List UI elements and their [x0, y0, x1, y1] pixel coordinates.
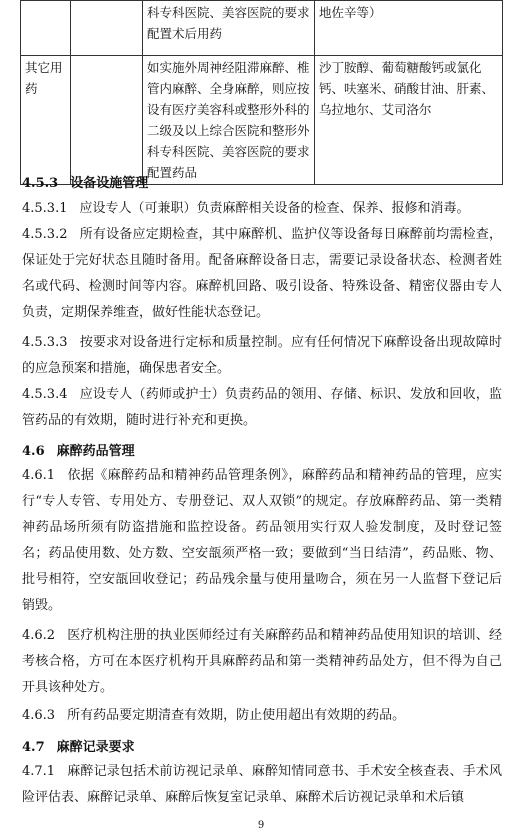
table-cell: 沙丁胺醇、葡萄糖酸钙或氯化钙、呋塞米、硝酸甘油、肝素、乌拉地尔、艾司洛尔 — [315, 56, 503, 185]
paragraph-4-6-3: 4.6.3 所有药品要定期清查有效期，防止使用超出有效期的药品。 — [22, 708, 406, 723]
page-number: 9 — [257, 820, 265, 831]
table-cell: 科专科医院、美容医院的要求配置术后用药 — [143, 1, 315, 56]
table-row — [21, 1, 503, 56]
paragraph-4-6-2: 4.6.2 医疗机构注册的执业医师经过有关麻醉药品和精神药品使用知识的培训、经考核合格，方可在本医疗机构开具麻醉药品和第一类精神药品处方，但不得为自己开具该种处方。 — [22, 628, 502, 695]
table-cell: 其它用药 — [21, 56, 71, 185]
table-cell — [71, 1, 143, 56]
table-cell: 如实施外周神经阻滞麻醉、椎管内麻醉、全身麻醉，则应按设有医疗美容科或整形外科的二级及以上综合医院和整形外科专科医院、美容医院的要求配置药品 — [143, 56, 315, 185]
section-heading-4-5-3: 4.5.3 设备设施管理 — [22, 176, 149, 191]
table-cell — [21, 1, 71, 56]
paragraph-4-7-1: 4.7.1 麻醉记录包括术前访视记录单、麻醉知情同意书、手术安全核查表、手术风险评估表、麻醉记录单、麻醉后恢复室记录单、麻醉术后访视记录单和术后镇 — [22, 764, 502, 805]
section-heading-4-7: 4.7 麻醉记录要求 — [22, 740, 135, 755]
table-row — [21, 56, 503, 185]
table-cell — [71, 56, 143, 185]
table-cell: 地佐辛等） — [315, 1, 503, 56]
paragraph-4-5-3-2: 4.5.3.2 所有设备应定期检查，其中麻醉机、监护仪等设备每日麻醉前均需检查，保证处于完好状态且随时备用。配备麻醉设备日志，需要记录设备状态、检测者姓名或代码、检测时间等内容。麻醉机回路、吸引设备、特殊设备、精密仪器由专人负责，定期保养维查，做好性能状态登记。 — [22, 227, 502, 320]
paragraph-4-5-3-4: 4.5.3.4 应设专人（药师或护士）负责药品的领用、存储、标识、发放和回收，监管药品的有效期，随时进行补充和更换。 — [22, 387, 502, 428]
section-heading-4-6: 4.6 麻醉药品管理 — [22, 444, 135, 459]
paragraph-4-6-1: 4.6.1 依据《麻醉药品和精神药品管理条例》，麻醉药品和精神药品的管理，应实行“专人专管、专用处方、专册登记、双人双锁”的规定。存放麻醉药品、第一类精神药品场所须有防盗措施和监控设备。药品领用实行双人验发制度，及时登记签名；药品使用数、处方数、空安瓿须严格一致；要做到“当日结清”，药品账、物、批号相符，空安瓿回收登记；药品残余量与使用量吻合，须在另一人监督下登记后销毁。 — [22, 468, 502, 613]
paragraph-4-5-3-1: 4.5.3.1 应设专人（可兼职）负责麻醉相关设备的检查、保养、报修和消毒。 — [22, 201, 470, 216]
paragraph-4-5-3-3: 4.5.3.3 按要求对设备进行定标和质量控制。应有任何情况下麻醉设备出现故障时的应急预案和措施，确保患者安全。 — [22, 335, 502, 376]
drug-config-table — [20, 0, 503, 185]
